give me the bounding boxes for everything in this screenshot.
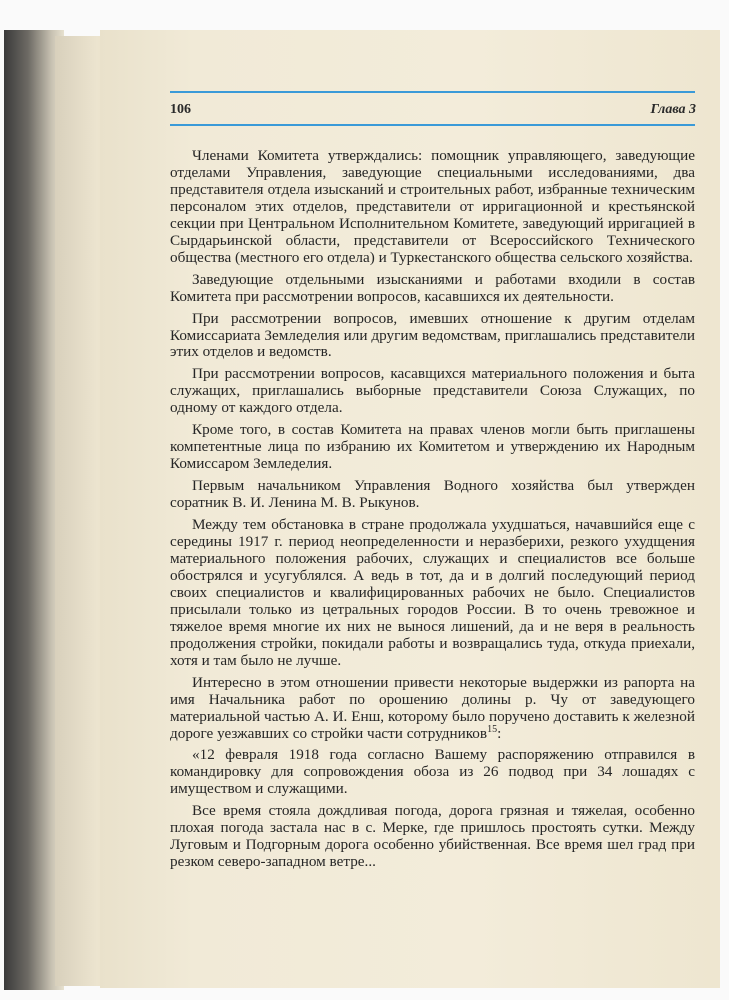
paragraph-competent-persons: Кроме того, в состав Комитета на правах членов могли быть приглашены компетентные лица по избранию их Комитетом и утверждению их Народным Комиссаром Земледелия. [170,421,695,473]
paragraph-survey-heads: Заведующие отдельными изысканиями и работами входили в состав Комитета при рассмотрении вопросов, касавшихся их деятельности. [170,270,695,305]
report-intro-text: Интересно в этом отношении привести некоторые выдержки из рапорта на имя Начальника работ по орошению долины р. Чу от заведующего материальной частью А. И. Енш, которому было поручено доставить к железной дороге уезжавших со стройки части сотрудников [170,673,695,742]
header-rule-bottom [170,124,695,126]
paragraph-committee-members: Членами Комитета утверждались: помощник управляющего, заведующие отделами Управления, заведующие специальными исследованиями, два представителя отдела изысканий и строительных работ, избранные техническим персоналом этих отделов, представители от ирригационной и крестьянской секции при Центральном Исполнительном Комитете, заведующий ирригацией в Сырдарьинской области, представители от Всероссийского Технического общества (местного его отдела) и Туркестанского общества сельского хозяйства. [170,147,695,266]
paragraph-other-departments: При рассмотрении вопросов, имевших отношение к другим отделам Комиссариата Земледелия или другим ведомствам, приглашались представители этих отделов и ведомств. [170,309,695,361]
paragraph-report-intro [170,675,695,743]
paragraph-report-weather: Все время стояла дождливая погода, дорога грязная и тяжелая, особенно плохая погода застала нас в с. Мерке, где пришлось простоять сутки. Между Луговым и Подгорным дорога особенно убийственная. Все время шел град при резком северо-западном ветре... [170,802,695,871]
paragraph-first-head: Первым начальником Управления Водного хозяйства был утвержден соратник В. И. Ленина М. В. Рыкунов. [170,477,695,512]
paragraph-situation: Между тем обстановка в стране продолжала ухудшаться, начавшийся еще с середины 1917 г. период неопределенности и неразберихи, резкого ухудщения материального положения рабочих, служащих и специалистов все больше обострялся и усугублялся. А ведь в тот, да и в долгий последующий период своих специалистов и квалифицированных рабочих не было. Специалистов присылали только из цетральных городов России. В то очень тревожное и тяжелое время многие их них не вынося лишений, да и не веря в реальность продолжения стройки, покидали работы и возвращались туда, откуда приехали, хотя и там было не лучше. [170,516,695,669]
body-text [170,148,695,876]
paragraph-report-quote-start: «12 февраля 1918 года согласно Вашему распоряжению отправился в командировку для сопровождения обоза из 26 подвод при 34 лошадях с имуществом и служащими. [170,746,695,798]
running-head-chapter: Глава 3 [650,102,696,117]
paragraph-employees-union: При рассмотрении вопросов, касавщихся материального положения и быта служащих, приглашались выборные представители Союза Служащих, по одному от каждого отдела. [170,365,695,417]
footnote-reference: 15 [487,723,498,735]
page-number: 106 [170,102,191,117]
report-intro-colon: : [497,724,502,742]
header-rule-top [170,91,695,93]
